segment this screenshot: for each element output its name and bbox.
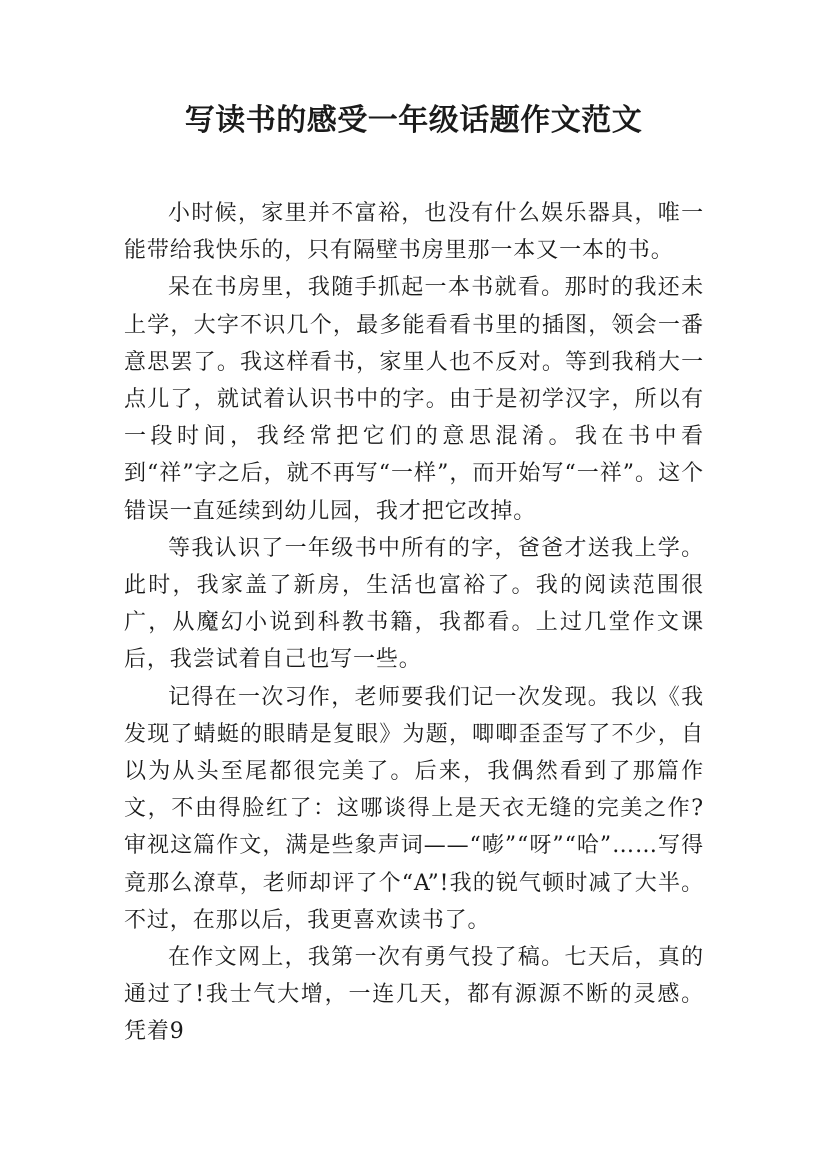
paragraph: 小时候，家里并不富裕，也没有什么娱乐器具，唯一能带给我快乐的，只有隔壁书房里那一本又一本的书。 [124, 201, 704, 264]
document-body [124, 195, 704, 1051]
paragraph: 等我认识了一年级书中所有的字，爸爸才送我上学。此时，我家盖了新房，生活也富裕了。我的阅读范围很广，从魔幻小说到科教书籍，我都看。上过几堂作文课后，我尝试着自己也写一些。 [124, 535, 704, 673]
paragraph: 记得在一次习作，老师要我们记一次发现。我以《我发现了蜻蜓的眼睛是复眼》为题，唧唧歪歪写了不少，自以为从头至尾都很完美了。后来，我偶然看到了那篇作文，不由得脸红了：这哪谈得上是天衣无缝的完美之作?审视这篇作文，满是些象声词——“嘭”“呀”“哈”……写得竟那么潦草，老师却评了个“A”!我的锐气顿时减了大半。不过，在那以后，我更喜欢读书了。 [124, 684, 704, 933]
document-title: 写读书的感受一年级话题作文范文 [184, 103, 643, 138]
paragraph: 呆在书房里，我随手抓起一本书就看。那时的我还未上学，大字不识几个，最多能看看书里的插图，领会一番意思罢了。我这样看书，家里人也不反对。等到我稍大一点儿了，就试着认识书中的字。由于是初学汉字，所以有一段时间，我经常把它们的意思混淆。我在书中看到“祥”字之后，就不再写“一样”，而开始写“一祥”。这个错误一直延续到幼儿园，我才把它改掉。 [124, 275, 704, 524]
paragraph: 在作文网上，我第一次有勇气投了稿。七天后，真的通过了!我士气大增，一连几天，都有源源不断的灵感。凭着9 [124, 945, 704, 1045]
